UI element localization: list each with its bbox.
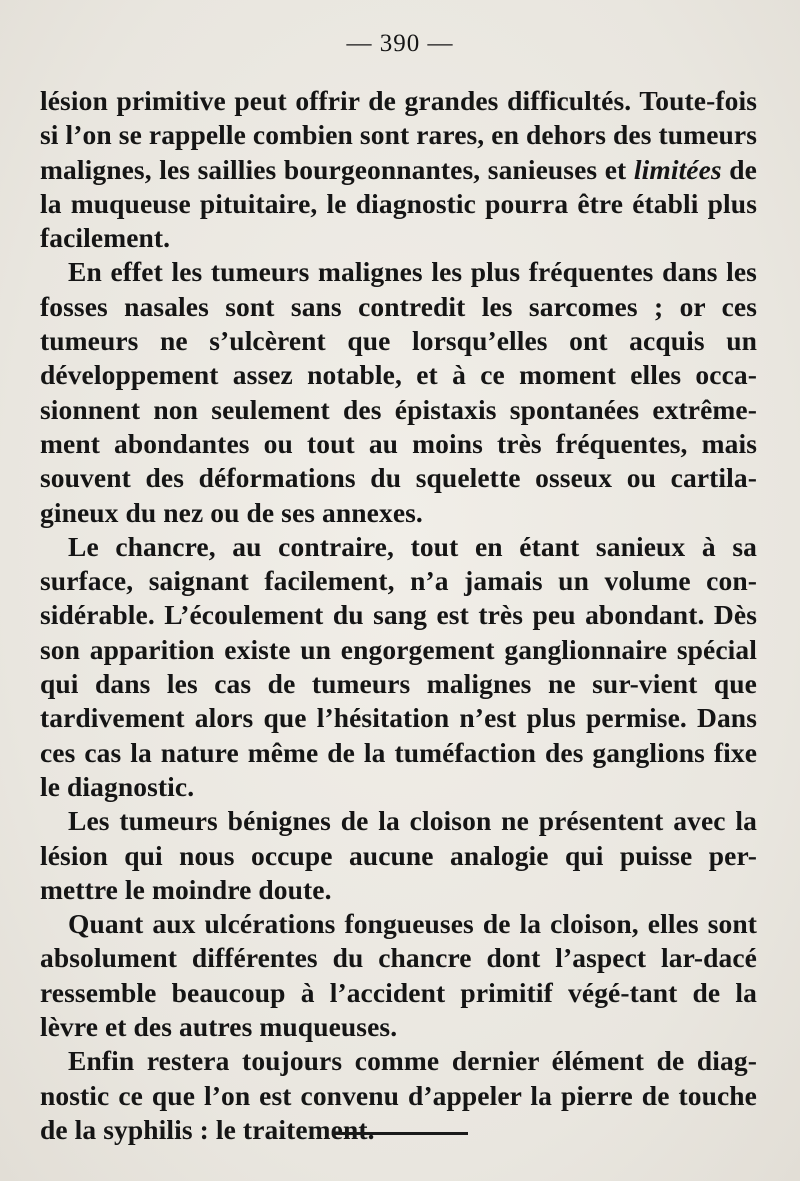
paragraph-4: Les tumeurs bénignes de la cloison ne présentent avec la lésion qui nous occupe aucune analogie qui puisse per-mettre le moindre doute.: [40, 805, 757, 905]
body-text: [40, 84, 757, 1147]
paragraph-3: Le chancre, au contraire, tout en étant sanieux à sa surface, saignant facilement, n’a jamais un volume con-sidérable. L’écoulement du sang est très peu abondant. Dès son apparition existe un engorgement ganglionnaire spécial qui dans les cas de tumeurs malignes ne sur-vient que tardivement alors que l’hésitation n’est plus permise. Dans ces cas la nature même de la tuméfaction des ganglions fixe le diagnostic.: [40, 530, 757, 802]
paragraph-2: En effet les tumeurs malignes les plus fréquentes dans les fosses nasales sont sans contredit les sarcomes ; or ces tumeurs ne s’ulcèrent que lorsqu’elles ont acquis un développement assez notable, et à ce moment elles occa-sionnent non seulement des épistaxis spontanées extrême-ment abondantes ou tout au moins très fréquentes, mais souvent des déformations du squelette osseux ou cartila-gineux du nez ou de ses annexes.: [40, 256, 757, 528]
paragraph-5: Quant aux ulcérations fongueuses de la cloison, elles sont absolument différentes du chancre dont l’aspect lar-dacé ressemble beaucoup à l’accident primitif végé-tant de la lèvre et des autres muqueuses.: [40, 908, 757, 1043]
paragraph-1: [40, 84, 757, 255]
page-number: — 390 —: [346, 30, 454, 57]
emphasis-limitees: limitées: [633, 153, 722, 185]
paragraph-1-text-b: de la muqueuse pituitaire, le diagnostic pourra être établi plus facilement.: [40, 153, 757, 254]
paragraph-1-text-a: lésion primitive peut offrir de grandes difficultés. Toute-fois si l’on se rappelle combien sont rares, en dehors des tumeurs malignes, les saillies bourgeonnantes, sanieuses et: [40, 85, 757, 185]
closing-rule: [333, 1132, 468, 1135]
paragraph-6: Enfin restera toujours comme dernier élément de diag-nostic ce que l’on est convenu d’appeler la pierre de touche de la syphilis : le traitement.: [40, 1045, 757, 1145]
